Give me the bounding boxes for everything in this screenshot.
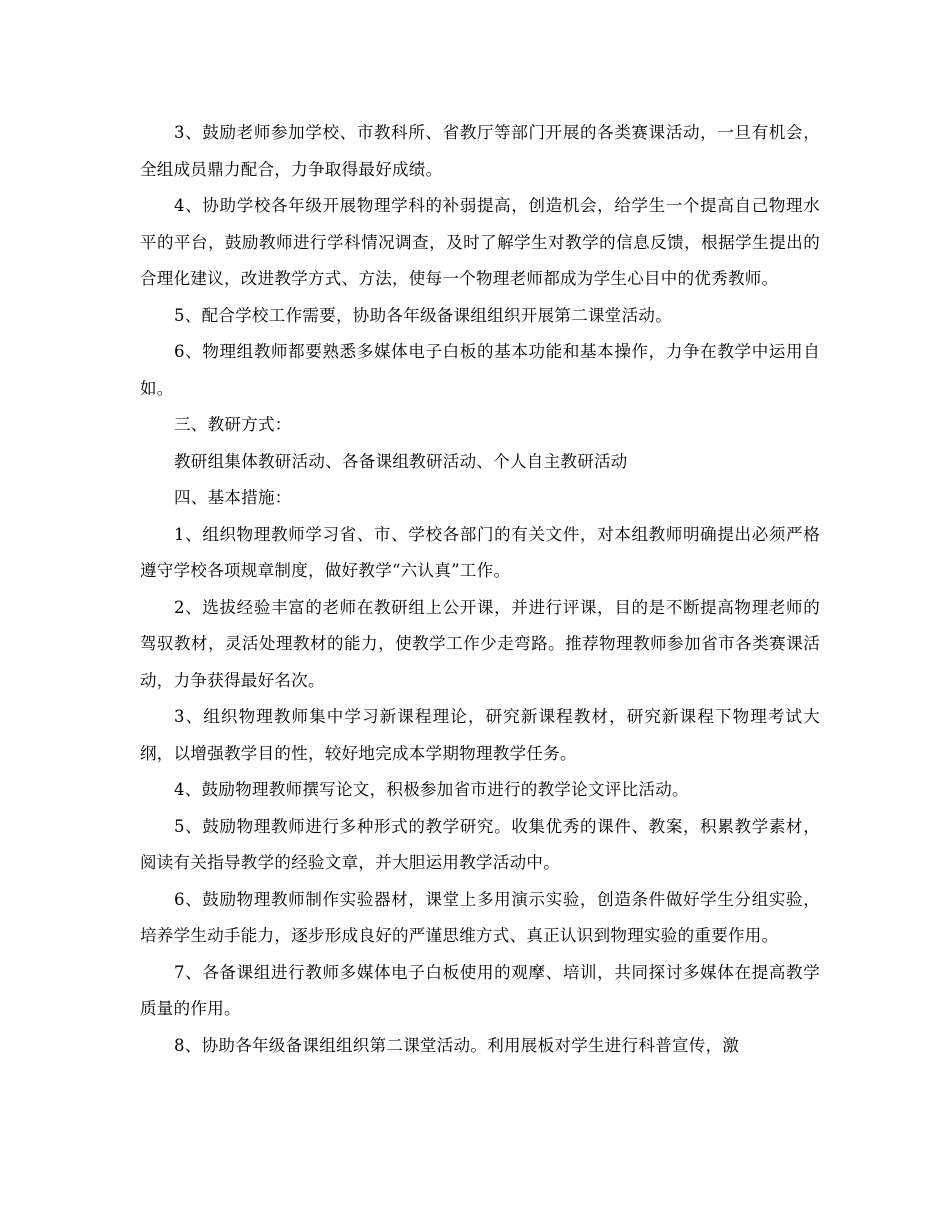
paragraph: 2、选拔经验丰富的老师在教研组上公开课，并进行评课，目的是不断提高物理老师的驾驭教材，灵活处理教材的能力，使教学工作少走弯路。推荐物理教师参加省市各类赛课活动，力争获得最好名次。 bbox=[140, 597, 820, 690]
paragraph: 3、组织物理教师集中学习新课程理论，研究新课程教材，研究新课程下物理考试大纲，以增强教学目的性，较好地完成本学期物理教学任务。 bbox=[140, 707, 820, 763]
section-heading: 三、教研方式： bbox=[174, 415, 292, 434]
paragraph: 6、鼓励物理教师制作实验器材，课堂上多用演示实验，创造条件做好学生分组实验，培养学生动手能力，逐步形成良好的严谨思维方式、真正认识到物理实验的重要作用。 bbox=[140, 889, 820, 945]
paragraph: 5、鼓励物理教师进行多种形式的教学研究。收集优秀的课件、教案，积累教学素材，阅读有关指导教学的经验文章，并大胆运用教学活动中。 bbox=[140, 816, 820, 872]
section-heading: 四、基本措施： bbox=[174, 488, 292, 507]
paragraph: 6、物理组教师都要熟悉多媒体电子白板的基本功能和基本操作，力争在教学中运用自如。 bbox=[140, 342, 820, 398]
paragraph: 4、鼓励物理教师撰写论文，积极参加省市进行的教学论文评比活动。 bbox=[174, 780, 689, 799]
paragraph: 教研组集体教研活动、各备课组教研活动、个人自主教研活动 bbox=[174, 451, 628, 471]
paragraph: 8、协助各年级备课组组织第二课堂活动。利用展板对学生进行科普宣传，激 bbox=[174, 1035, 740, 1055]
paragraph: 1、组织物理教师学习省、市、学校各部门的有关文件，对本组教师明确提出必须严格遵守学校各项规章制度，做好教学“六认真”工作。 bbox=[140, 524, 820, 580]
paragraph: 4、协助学校各年级开展物理学科的补弱提高，创造机会，给学生一个提高自己物理水平的平台，鼓励教师进行学科情况调查，及时了解学生对教学的信息反馈，根据学生提出的合理化建议，改进教学方式、方法，使每一个物理老师都成为学生心目中的优秀教师。 bbox=[140, 196, 820, 288]
document-body bbox=[140, 115, 820, 1064]
paragraph: 5、配合学校工作需要，协助各年级备课组组织开展第二课堂活动。 bbox=[174, 305, 672, 325]
paragraph: 3、鼓励老师参加学校、市教科所、省教厅等部门开展的各类赛课活动，一旦有机会，全组成员鼎力配合，力争取得最好成绩。 bbox=[140, 123, 820, 179]
paragraph: 7、各备课组进行教师多媒体电子白板使用的观摩、培训，共同探讨多媒体在提高教学质量的作用。 bbox=[140, 962, 820, 1018]
